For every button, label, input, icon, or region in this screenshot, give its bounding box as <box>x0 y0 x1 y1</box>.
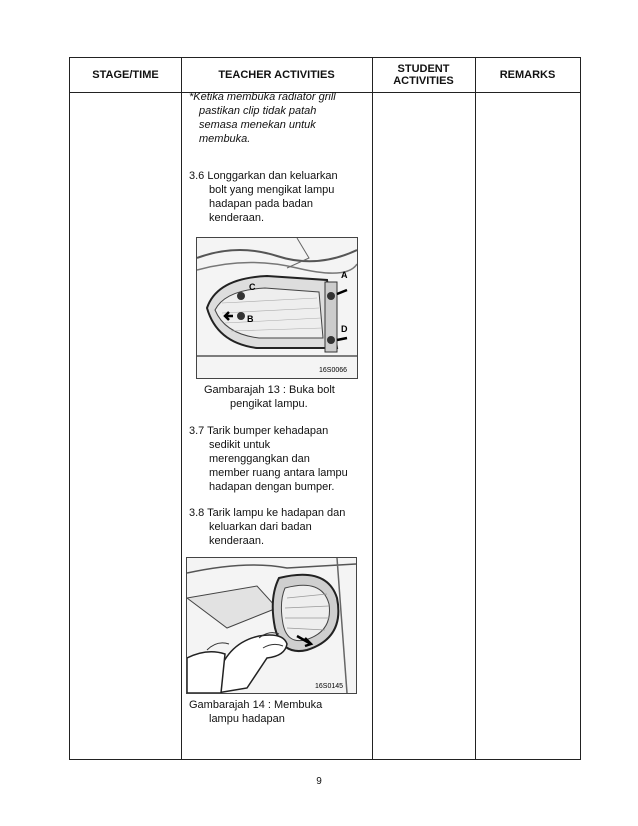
step-3-7-line-3: merenggangkan dan <box>209 453 310 465</box>
step-3-8-line-2: keluarkan dari badan <box>209 521 312 533</box>
figure-13-label-c: C <box>249 282 256 292</box>
figure-13-label-a: A <box>341 270 348 280</box>
figure-13-headlamp-bolts <box>196 237 358 379</box>
header-student: STUDENT ACTIVITIES <box>393 63 454 87</box>
note-line-4: membuka. <box>199 133 251 145</box>
figure-13-label-b: B <box>247 314 254 324</box>
figure-13-caption-1: Gambarajah 13 : Buka bolt <box>204 384 335 396</box>
step-3-7-line-5: hadapan dengan bumper. <box>209 481 335 493</box>
figure-13-caption-2: pengikat lampu. <box>230 398 308 410</box>
note-line-1: *Ketika membuka radiator grill <box>189 91 336 103</box>
col-student <box>372 58 476 759</box>
step-3-7-line-2: sedikit untuk <box>209 439 271 451</box>
figure-14-caption-1: Gambarajah 14 : Membuka <box>189 699 323 711</box>
step-3-6-line-3: hadapan pada badan <box>209 198 313 210</box>
header-remarks: REMARKS <box>499 69 556 81</box>
step-3-8-line-1: 3.8 Tarik lampu ke hadapan dan <box>189 507 346 519</box>
step-3-6-line-1: 3.6 Longgarkan dan keluarkan <box>189 170 338 182</box>
figure-13-code: 16S0066 <box>319 367 348 374</box>
col-stage <box>70 58 182 759</box>
lesson-table <box>69 57 581 760</box>
figure-13-label-d: D <box>341 324 348 334</box>
figure-13-illustration <box>197 238 357 378</box>
step-3-8-line-3: kenderaan. <box>209 535 265 547</box>
figure-14-illustration <box>187 558 356 693</box>
note-line-3: semasa menekan untuk <box>199 119 316 131</box>
note-line-2: pastikan clip tidak patah <box>199 105 317 117</box>
page-number: 9 <box>316 776 322 787</box>
figure-14-caption-2: lampu hadapan <box>209 713 285 725</box>
figure-14-remove-headlamp <box>186 557 357 694</box>
step-3-6-line-4: kenderaan. <box>209 212 265 224</box>
header-teacher: TEACHER ACTIVITIES <box>218 69 335 81</box>
step-3-6-line-2: bolt yang mengikat lampu <box>209 184 335 196</box>
figure-14-code: 16S0145 <box>315 683 344 690</box>
step-3-7-line-4: member ruang antara lampu <box>209 467 348 479</box>
header-stage: STAGE/TIME <box>92 69 159 81</box>
step-3-7-line-1: 3.7 Tarik bumper kehadapan <box>189 425 329 437</box>
